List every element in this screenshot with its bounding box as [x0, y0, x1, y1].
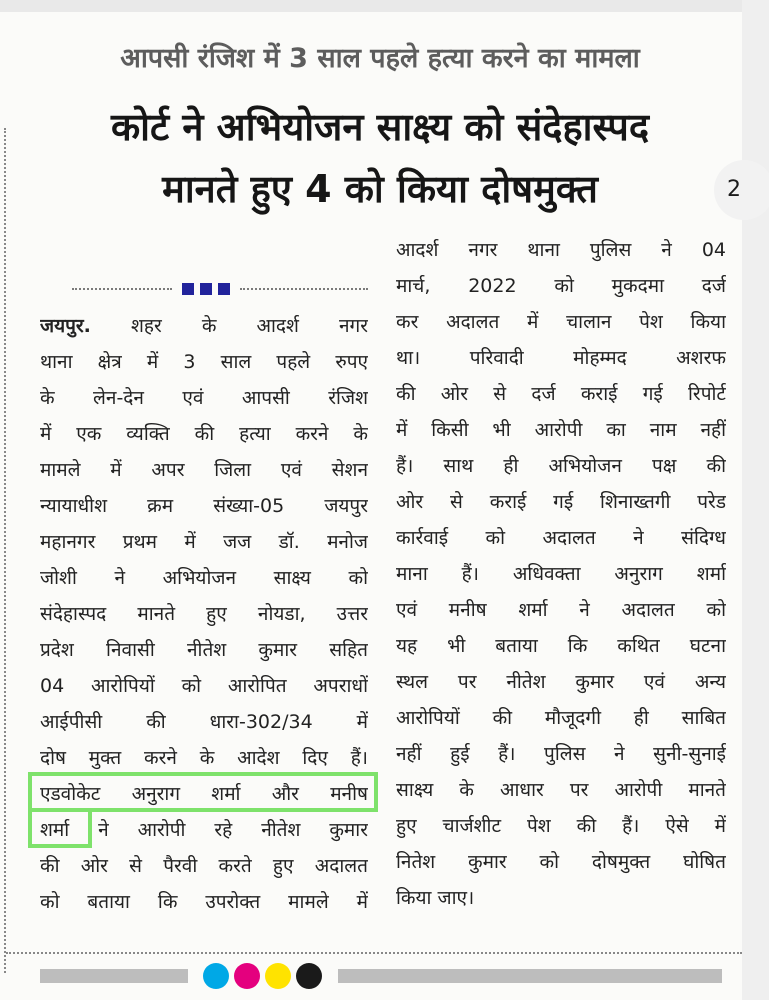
separator-square — [200, 283, 212, 295]
text-line: की ओर से पैरवी करते हुए अदालत — [40, 855, 368, 877]
text-line: यह भी बताया कि कथित घटना — [396, 635, 726, 657]
separator-dots-left — [72, 288, 172, 290]
page-number: 2 — [727, 177, 741, 202]
headline-line-2: मानते हुए 4 को किया दोषमुक्त — [162, 167, 598, 211]
dateline: जयपुर. — [40, 315, 91, 337]
text-line: मामले में अपर जिला एवं सेशन — [40, 459, 368, 481]
text-line: प्रदेश निवासी नीतेश कुमार सहित — [40, 639, 368, 661]
text-line: नितेश कुमार को दोषमुक्त घोषित — [396, 851, 726, 873]
text-line: आरोपियों की मौजूदगी ही साबित — [396, 707, 726, 729]
text-line: नहीं हुई हैं। पुलिस ने सुनी-सुनाई — [396, 743, 726, 765]
text-line: साक्ष्य के आधार पर आरोपी मानते — [396, 779, 726, 801]
text-line: हुए चार्जशीट पेश की हैं। ऐसे में — [396, 815, 726, 837]
text-line: संदेहास्पद मानते हुए नोयडा, उत्तर — [40, 603, 368, 625]
text-line: में एक व्यक्ति की हत्या करने के — [40, 423, 368, 445]
text-line: हैं। साथ ही अभियोजन पक्ष की — [396, 455, 726, 477]
bottom-bar-right — [338, 969, 722, 983]
separator-dots-right — [240, 288, 368, 290]
separator-square — [218, 283, 230, 295]
bottom-bar-left — [40, 969, 188, 983]
text-line: के लेन-देन एवं आपसी रंजिश — [40, 387, 368, 409]
page-number-badge — [714, 160, 769, 220]
text-line: न्यायाधीश क्रम संख्या-05 जयपुर — [40, 495, 368, 517]
highlight-box-line-1 — [28, 772, 378, 812]
section-separator — [72, 283, 368, 295]
text-line: में किसी भी आरोपी का नाम नहीं — [396, 419, 726, 441]
text-line: की ओर से दर्ज कराई गई रिपोर्ट — [396, 383, 726, 405]
bottom-dotted-border — [6, 952, 742, 954]
cyan-registration-dot — [203, 963, 229, 989]
text-line: स्थल पर नीतेश कुमार एवं अन्य — [396, 671, 726, 693]
text-line: माना हैं। अधिवक्ता अनुराग शर्मा — [396, 563, 726, 585]
headline-line-1: कोर्ट ने अभियोजन साक्ष्य को संदेहास्पद — [110, 105, 650, 149]
text-line: आईपीसी की धारा-302/34 में — [40, 711, 368, 733]
top-margin-strip — [0, 0, 769, 12]
article-headline — [20, 96, 740, 220]
black-registration-dot — [296, 963, 322, 989]
highlight-box-line-2 — [28, 808, 92, 848]
text-line: को बताया कि उपरोक्त मामले में — [40, 891, 368, 913]
text-line: जोशी ने अभियोजन साक्ष्य को — [40, 567, 368, 589]
text-line: एडवोकेट अनुराग शर्मा और मनीष — [40, 783, 368, 805]
text-line: थाना क्षेत्र में 3 साल पहले रुपए — [40, 351, 368, 373]
magenta-registration-dot — [234, 963, 260, 989]
text-line: कार्रवाई को अदालत ने संदिग्ध — [396, 527, 726, 549]
text-line: जयपुर. शहर के आदर्श नगर — [40, 315, 368, 337]
text-line: दोष मुक्त करने के आदेश दिए हैं। — [40, 747, 368, 769]
text-line: ओर से कराई गई शिनाख्तगी परेड — [396, 491, 726, 513]
left-dotted-border — [4, 128, 6, 973]
right-margin-strip — [742, 0, 769, 1000]
text-line: किया जाए। — [396, 887, 475, 909]
text-line: आदर्श नगर थाना पुलिस ने 04 — [396, 239, 726, 261]
text-line: महानगर प्रथम में जज डॉ. मनोज — [40, 531, 368, 553]
text-line: शर्मा ने आरोपी रहे नीतेश कुमार — [40, 819, 368, 841]
separator-square — [182, 283, 194, 295]
article-kicker: आपसी रंजिश में 3 साल पहले हत्या करने का मामला — [120, 43, 640, 74]
text-line: कर अदालत में चालान पेश किया — [396, 311, 726, 333]
yellow-registration-dot — [265, 963, 291, 989]
text-line: था। परिवादी मोहम्मद अशरफ — [396, 347, 726, 369]
text-line: 04 आरोपियों को आरोपित अपराधों — [40, 675, 368, 697]
text-line: मार्च, 2022 को मुकदमा दर्ज — [396, 275, 726, 297]
text-line: एवं मनीष शर्मा ने अदालत को — [396, 599, 726, 621]
